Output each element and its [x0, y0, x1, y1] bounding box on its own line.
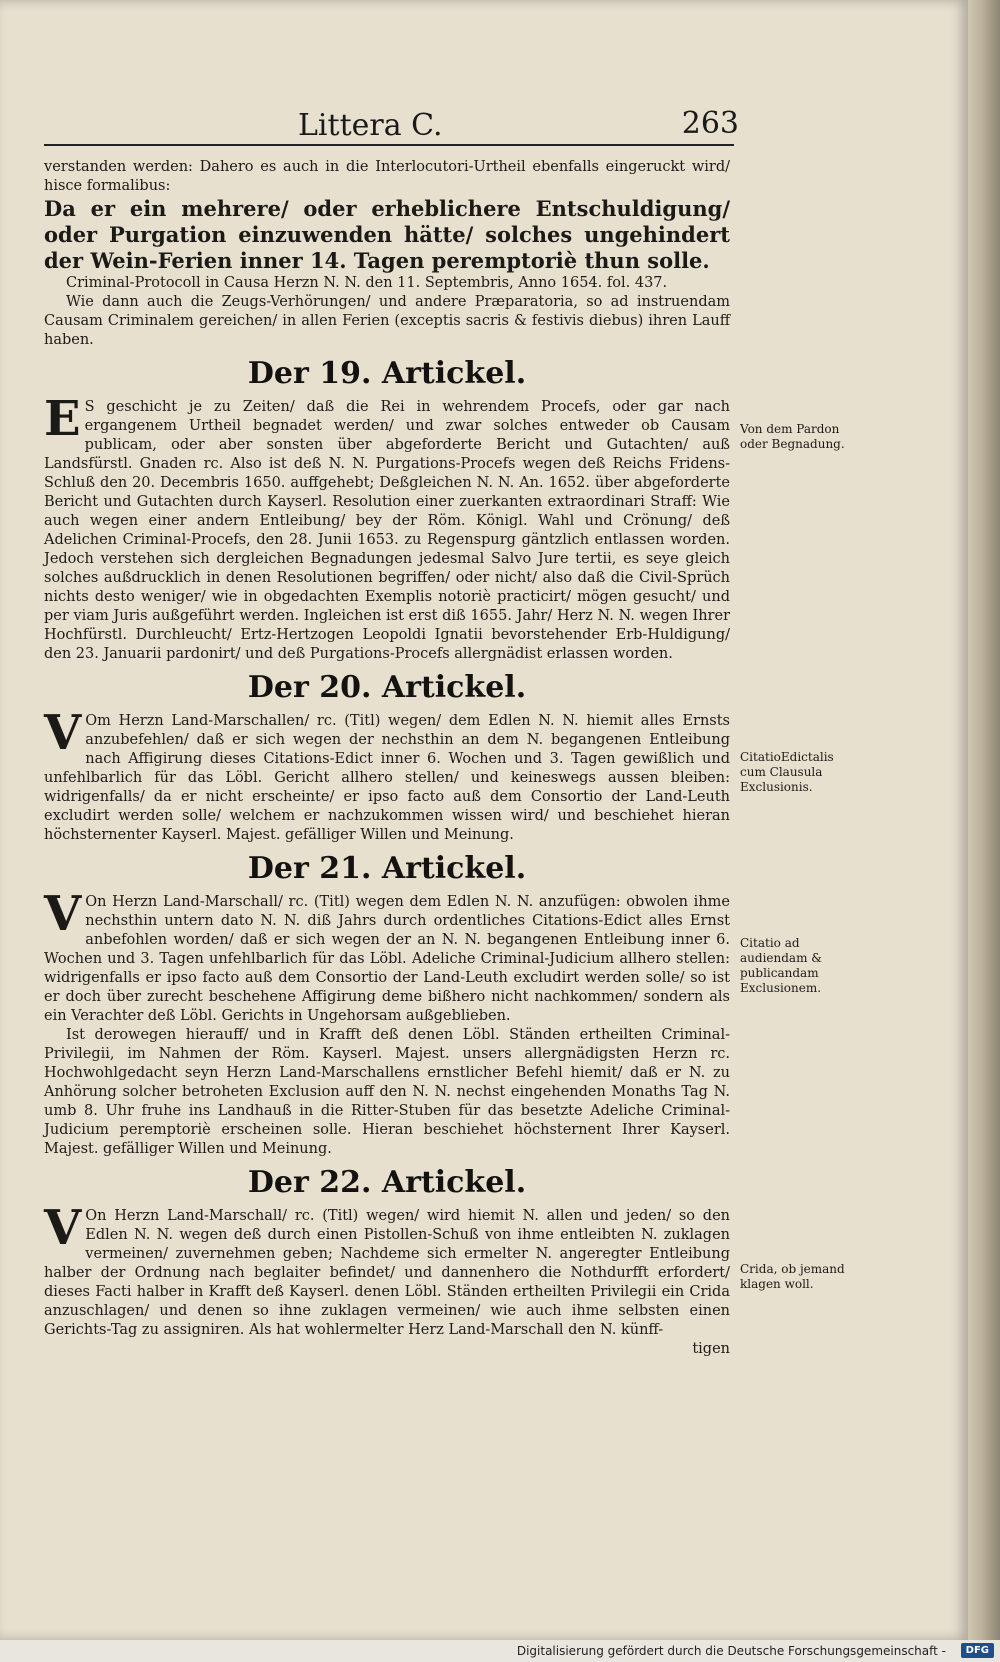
article-20-initial: V: [44, 705, 82, 761]
page-edge: [968, 0, 1000, 1640]
intro-paragraph-2: Wie dann auch die Zeugs-Verhörungen/ und andere Præparatoria, so ad instruendam Causam Criminalem gereichen/ in allen Ferien (exceptis sacris & festivis diebus) ihren Lauff haben.: [44, 294, 730, 348]
article-21-heading: Der 21. Artickel.: [247, 851, 527, 886]
article-21-body: On Herzn Land-Marschall/ rc. (Titl) wegen dem Edlen N. N. anzufügen: obwolen ihme nechsthin untern dato N. N. diß Jahrs durch ordentliches Citations-Edict alles Ernst anbefohlen worden/ daß er sich wegen der an N. N. begangenen Entleibung inner 6. Wochen und 3. Tagen unfehlbarlich für das Löbl. Adeliche Criminal-Judicium allhero stellen: widrigenfalls er ipso facto auß dem Consortio der Land-Leuth excludirt werden solle/ so ist er doch über zurecht beschehene Affigirung deme bißhero nicht nachkommen/ sondern als ein Verachter deß Löbl. Gerichts in Ungehorsam außgeblieben.: [44, 894, 730, 1024]
article-22-heading: Der 22. Artickel.: [247, 1165, 527, 1200]
catchword: tigen: [692, 1341, 730, 1357]
article-20-heading: Der 20. Artickel.: [247, 670, 527, 705]
margin-note-22: Crida, ob jemand klagen woll.: [740, 1262, 845, 1291]
header-rule: [44, 144, 734, 146]
margin-note-19: Von dem Pardon oder Begnadung.: [740, 422, 845, 451]
article-22-body: On Herzn Land-Marschall/ rc. (Titl) wegen/ wird hiemit N. allen und jeden/ so den Edlen N. N. wegen deß durch einen Pistollen-Schuß von ihme entleibten N. zuklagen vermeinen/ zuvernehmen geben; Nachdeme sich ermelter N. angeregter Entleibung halber der Ordnung nach beglaiter befindet/ und dannenhero die Nothdurfft erfordert/ dieses Facti halber in Krafft deß Kayserl. denen Löbl. Ständen ertheilten Privilegii ein Crida anzuschlagen/ und denen so ihne zuklagen vermeinen/ wie auch ihme selbsten einen Gerichts-Tag zu assigniren. Als hat wohlermelter Herz Land-Marschall den N. künff-: [44, 1208, 730, 1338]
formula-paragraph: Da er ein mehrere/ oder erheblichere Entschuldigung/ oder Purgation einzuwenden hätte/ solches ungehindert der Wein-Ferien inner 14. Tagen peremptoriè thun solle.: [44, 196, 730, 273]
article-19-heading: Der 19. Artickel.: [247, 356, 527, 391]
article-20-text: [44, 705, 730, 845]
intro-paragraph-1: verstanden werden: Dahero es auch in die Interlocutori-Urtheil ebenfalls eingeruckt wird/ hisce formalibus:: [44, 159, 730, 194]
page-number: 263: [681, 106, 739, 141]
article-19-body: S geschicht je zu Zeiten/ daß die Rei in wehrendem Procefs, oder gar nach ergangenem Urtheil begnadet werden/ und zwar solches entweder ob Causam publicam, oder aber sonsten über abgeforderte Bericht und Gutachten/ auß Landsfürstl. Gnaden rc. Also ist deß N. N. Purgations-Procefs wegen deß Reichs Fridens-Schluß den 20. Decembris 1650. auffgehebt; Deßgleichen N. N. An. 1652. über abgeforderte Bericht und Gutachten durch Kayserl. Resolution einer zuerkanten extraordinari Straff: Wie auch wegen einer andern Entleibung/ bey der Röm. Königl. Wahl und Crönung/ deß Adelichen Criminal-Procefs, den 28. Junii 1653. zu Regenspurg gäntzlich entlassen worden. Jedoch verstehen sich dergleichen Begnadungen jedesmal Salvo Jure tertii, es seye gleich solches außdrucklich in denen Resolutionen begriffen/ oder nicht/ also daß die Civil-Sprüch nichts desto weniger/ wie in obgedachten Exemplis notoriè practicirt/ mögen gesucht/ und per viam Juris außgeführt werden. Ingleichen ist erst diß 1655. Jahr/ Herz N. N. wegen Ihrer Hochfürstl. Durchleucht/ Ertz-Hertzogen Leopoldi Ignatii bevorstehender Erb-Huldigung/ den 23. Januarii pardonirt/ und deß Purgations-Procefs allergnädist erlassen worden.: [44, 399, 730, 662]
dfg-logo: DFG: [961, 1643, 994, 1658]
footer-credit: Digitalisierung gefördert durch die Deutsche Forschungsgemeinschaft -: [516, 1644, 946, 1658]
article-22-text: [44, 1200, 730, 1340]
article-21-text-2: Ist derowegen hierauff/ und in Krafft deß denen Löbl. Ständen ertheilten Criminal-Privilegii, im Nahmen der Röm. Kayserl. Majest. unsers allergnädigsten Herzn rc. Hochwohlgedacht seyn Herzn Land-Marschallens ernstlicher Befehl hiemit/ daß er N. zu Anhörung solcher betroheten Exclusion auff den N. N. nechst eingehenden Monaths Tag N. umb 8. Uhr fruhe ins Landhauß in die Ritter-Stuben für das besetzte Adeliche Criminal-Judicium peremptoriè erscheinen solle. Hieran beschiehet höchsternent Ihrer Kayserl. Majest. gefälliger Willen und Meinung.: [44, 1027, 730, 1157]
article-21-text: [44, 886, 730, 1026]
article-19-text: [44, 391, 730, 664]
article-22-initial: V: [44, 1200, 82, 1256]
page-header: [44, 96, 739, 152]
protocol-citation: Criminal-Protocoll in Causa Herzn N. N. den 11. Septembris, Anno 1654. fol. 437.: [66, 275, 668, 291]
margin-note-21: Citatio ad audiendam & publicandam Exclusionem.: [740, 936, 822, 995]
main-text: [44, 158, 730, 1359]
margin-note-20: CitatioEdictalis cum Clausula Exclusionis.: [740, 750, 834, 794]
digitization-footer: [0, 1640, 1000, 1662]
article-20-body: Om Herzn Land-Marschallen/ rc. (Titl) wegen/ dem Edlen N. N. hiemit alles Ernsts anzubefehlen/ daß er sich wegen der nechsthin an dem N. begangenen Entleibung nach Affigirung dieses Citations-Edict inner 6. Wochen und 3. Tagen gewißlich und unfehlbarlich für das Löbl. Gericht allhero stellen/ und keineswegs aussen bleiben: widrigenfalls/ da er nicht erscheinte/ er ipso facto auß dem Consortio der Land-Leuth excludirt werden solle/ welchem er nachzukommen wissen wird/ und beschiehet hieran höchsternenter Kayserl. Majest. gefälliger Willen und Meinung.: [44, 713, 730, 843]
article-21-initial: V: [44, 886, 82, 942]
running-title: Littera C.: [298, 108, 443, 143]
article-19-initial: E: [44, 391, 81, 447]
